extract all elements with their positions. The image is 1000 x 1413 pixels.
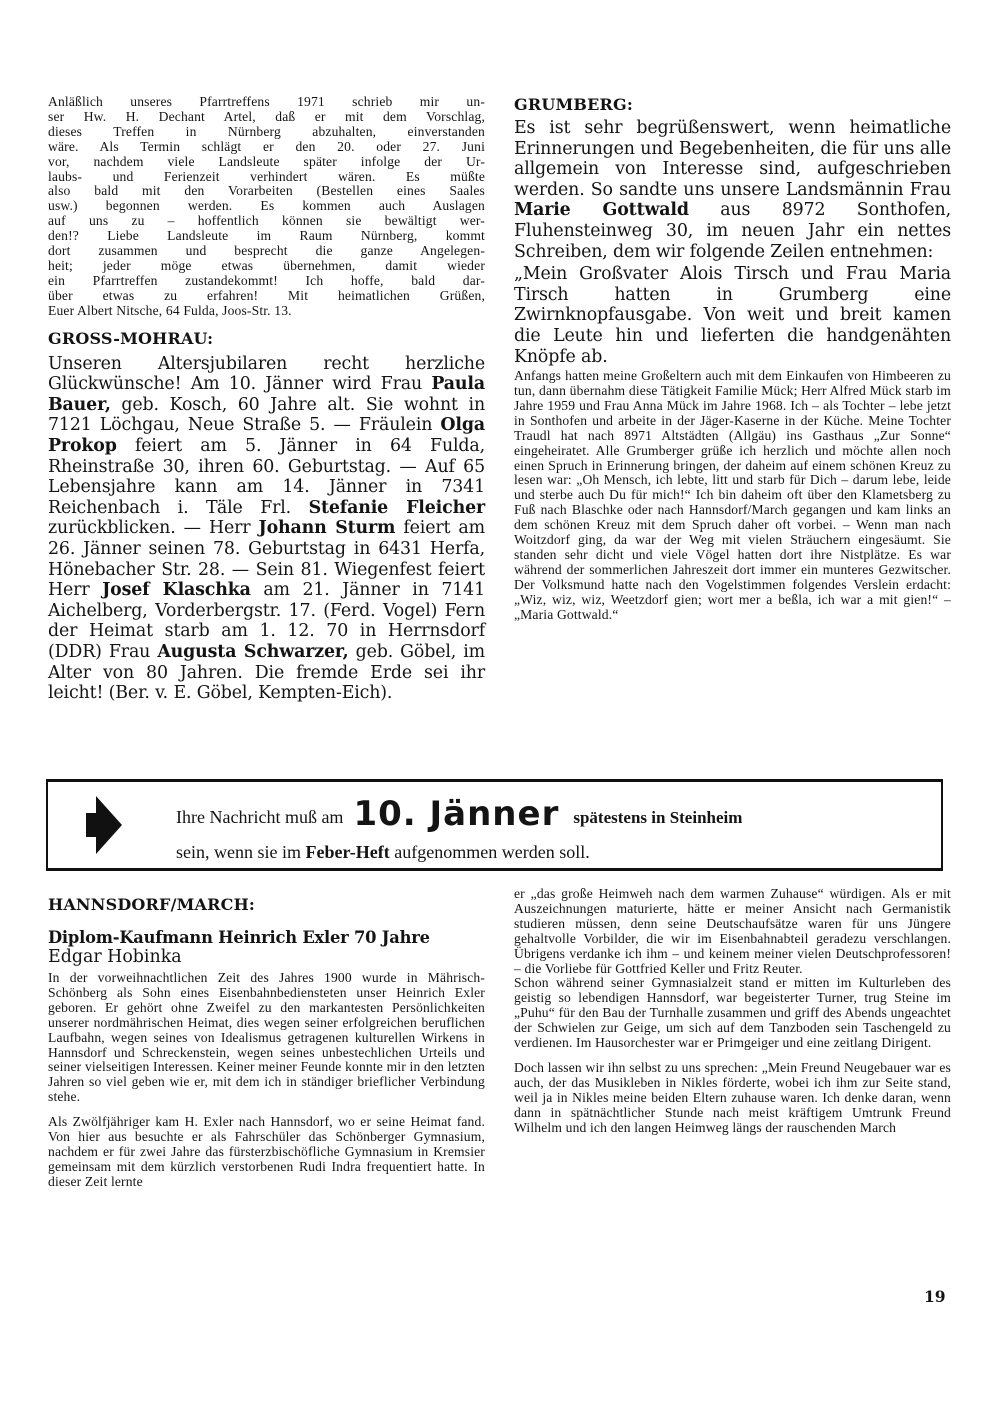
text-line: ser Hw. H. Dechant Artel, daß er mit dem Vorschlag, xyxy=(48,108,485,124)
article-title: Diplom-Kaufmann Heinrich Exler 70 Jahre xyxy=(48,928,430,947)
deadline-issue-name: Feber-Heft xyxy=(305,842,390,862)
section-heading-hannsdorf: HANNSDORF/MARCH: xyxy=(48,895,256,914)
grumberg-quote-small: Anfangs hatten meine Großeltern auch mit dem Einkaufen von Himbeeren zu tun, dann übernahm diese Tätigkeit Familie Mück; Herr Alfred Mück starb im Jahre 1959 und Frau Anna Mück im Jahre 1968. Ich – als Tochter – lebe jetzt in Sonthofen und arbeite in der Jäger-Kaserne in der Küche. Meine Tochter Traudl hat nach 8971 Altstädten (Allgäu) ins Gasthaus „Zur Sonne“ eingeheiratet. Alle Grumberger grüße ich herzlich und möchte allen noch einen Spruch in Erinnerung bringen, der daheim auf einem schönen Kreuz zu lesen war: „Oh Mensch, ich lebte, litt und starb für Dich – darum lebe, leide und sterbe auch Du für mich!“ Ich bin daheim oft über den Klametsberg zu Fuß nach Blaschke oder nach Hannsdorf/March gegangen und kam links an dem schönen Kreuz mit dem Spruch daher oft vorbei. – Wenn man nach Woitzdorf ging, da war der Weg mit vielen Sträuchern eingesäumt. Sie standen sehr dicht und viele Vögel hatten dort ihre Nistplätze. Es war während der sommerlichen Jahreszeit dort immer ein munteres Gezwitscher. Der Volksmund hatte nach den Vogelstimmen folgendes Verslein erdacht: „Wiz, wiz, wiz, Weetzdorf gien; wort mer a beßla, ich war a mit gien!“ – „Maria Gottwald.“ xyxy=(514,368,951,622)
deadline-line-2 xyxy=(176,842,590,863)
text-line: vor, nachdem viele Landsleute später infolge der Ur- xyxy=(48,153,485,169)
person-name: Paula Bauer, xyxy=(48,374,485,415)
deadline-notice-banner xyxy=(46,779,943,871)
column-right-bottom xyxy=(514,887,951,1136)
text-line: heit; jeder möge etwas übernehmen, damit wieder xyxy=(48,257,485,273)
text-line: auf uns zu – hoffentlich können sie bewältigt wer- xyxy=(48,213,485,229)
article-author: Edgar Hobinka xyxy=(48,947,182,967)
grumberg-quote-large: „Mein Großvater Alois Tirsch und Frau Maria Tirsch hatten in Grumberg eine Zwirnknopfausgabe. Von weit und breit kamen die Leute hin und lieferten die handgenähten Knöpfe ab. xyxy=(514,264,951,367)
text-line: usw.) begonnen werden. Es kommen auch Auslagen xyxy=(48,198,485,214)
column-left-top xyxy=(48,95,485,704)
text-line: dieses Treffen in Nürnberg abzuhalten, einverstanden xyxy=(48,123,485,139)
exler-paragraph-1: In der vorweihnachtlichen Zeit des Jahres 1900 wurde in Mährisch-Schönberg als Sohn eines Eisenbahnbediensteten unser Heinrich Exler geboren. Er gehört ohne Zweifel zu den markantesten Persönlichkeiten unserer nordmährischen Heimat, dies wegen seiner erfolgreichen beruflichen Laufbahn, wegen seines von Idealismus getragenen kulturellen Wirkens in Hannsdorf und Schreckenstein, wegen seines unbestechlichen Urteils und seiner vielseitigen Interessen. Keiner meiner Feunde konnte mir in den letzten Jahren so viel geben wie er, mit dem ich in ständiger brieflicher Verbindung stehe. xyxy=(48,970,485,1105)
deadline-line2-suffix: aufgenommen werden soll. xyxy=(394,842,590,862)
person-name: Johann Sturm xyxy=(258,518,396,539)
exler-paragraph-4: Schon während seiner Gymnasialzeit stand er mitten im Kulturleben des geistig so lebendigen Hannsdorf, war begeisterter Turner, trug Steine im „Puhu“ für den Bau der Turnhalle zusammen und griff des Abends ungeachtet der Schwielen zur Geige, um sich auf dem Tanzboden sein Taschengeld zu verdienen. Im Hausorchester war er Primgeiger und eine zeitlang Dirigent. xyxy=(514,975,951,1051)
nuernberg-meeting-paragraph xyxy=(48,95,485,319)
section-heading-grumberg: GRUMBERG: xyxy=(514,95,634,114)
deadline-prefix: Ihre Nachricht muß am xyxy=(176,807,344,827)
column-left-bottom xyxy=(48,895,485,1190)
text-line: laubs- und Ferienzeit verhindert wären. Es müßte xyxy=(48,168,485,184)
exler-paragraph-3: er „das große Heimweh nach dem warmen Zuhause“ würdigen. Als er mit Auszeichnungen maturierte, hätte er meiner Ansicht nach Germanistik studieren müssen, denn seine Deutschaufsätze waren für uns Jüngere gehaltvolle Vorbilder, die wir im Eisenbahnabteil geradezu verschlangen. Übrigens verdanke ich ihm – und keinem meiner vielen Deutschprofessoren! – die Vorliebe für Gottfried Keller und Fritz Reuter. xyxy=(514,886,951,976)
deadline-line2-prefix: sein, wenn sie im xyxy=(176,842,301,862)
column-right-top xyxy=(514,95,951,623)
person-name: Augusta Schwarzer, xyxy=(157,641,349,662)
deadline-date: 10. Jänner xyxy=(353,794,560,834)
grumberg-intro-paragraph: Es ist sehr begrüßenswert, wenn heimatliche Erinnerungen und Begebenheiten, die für uns alle allgemein von Interesse sind, aufgeschrieben werden. So sandte uns unsere Landsmännin Frau Marie Gottwald aus 8972 Sonthofen, Fluhensteinweg 30, im neuen Jahr ein nettes Schreiben, dem wir folgende Zeilen entnehmen: xyxy=(514,118,951,262)
exler-paragraph-2: Als Zwölfjähriger kam H. Exler nach Hannsdorf, wo er seine Heimat fand. Von hier aus besuchte er als Fahrschüler das Schönberger Gymnasium, nachdem er für zwei Jahre das fürsterzbischöfliche Gymnasium in Kremsier gemeinsam mit dem kürzlich verstorbenen Rudi Indra frequentiert hatte. In dieser Zeit lernte xyxy=(48,1114,485,1189)
text-line: ein Pfarrtreffen zustandekommt! Ich hoffe, bald dar- xyxy=(48,272,485,288)
person-name: Marie Gottwald xyxy=(514,200,689,221)
text-line: Anläßlich unseres Pfarrtreffens 1971 schrieb mir un- xyxy=(48,94,485,109)
gross-mohrau-paragraph: Unseren Altersjubilaren recht herzliche Glückwünsche! Am 10. Jänner wird Frau Paula Bauer, geb. Kosch, 60 Jahre alt. Sie wohnt in 7121 Löchgau, Neue Straße 5. — Fräulein Olga Prokop feiert am 5. Jänner in 64 Fulda, Rheinstraße 30, ihren 60. Geburtstag. — Auf 65 Lebensjahre kann am 14. Jänner in 7341 Reichenbach i. Täle Frl. Stefanie Fleicher zurückblicken. — Herr Johann Sturm feiert am 26. Jänner seinen 78. Geburtstag in 6431 Herfa, Hönebacher Str. 28. — Sein 81. Wiegenfest feiert Herr Josef Klaschka am 21. Jänner in 7141 Aichelberg, Vorderbergstr. 17. (Ferd. Vogel) Fern der Heimat starb am 1. 12. 70 in Herrnsdorf (DDR) Frau Augusta Schwarzer, geb. Göbel, im Alter von 80 Jahren. Die fremde Erde sei ihr leicht! (Ber. v. E. Göbel, Kempten-Eich). xyxy=(48,353,485,704)
arrow-right-icon xyxy=(86,796,122,854)
person-name: Josef Klaschka xyxy=(102,580,251,601)
person-name: Olga Prokop xyxy=(48,415,485,456)
text-line: über etwas zu erfahren! Mit heimatlichen Grüßen, xyxy=(48,287,485,303)
text-line: den!? Liebe Landsleute im Raum Nürnberg, kommt xyxy=(48,228,485,244)
deadline-line-1 xyxy=(176,794,742,834)
deadline-suffix: spätestens in Steinheim xyxy=(573,808,743,827)
section-heading-gross-mohrau: GROSS-MOHRAU: xyxy=(48,328,214,348)
text-line: dort zusammen und besprecht die ganze Angelegen- xyxy=(48,243,485,259)
text-line: wäre. Als Termin schlägt er den 20. oder 27. Juni xyxy=(48,138,485,154)
page-number: 19 xyxy=(924,1287,946,1306)
exler-paragraph-5: Doch lassen wir ihn selbst zu uns sprechen: „Mein Freund Neugebauer war es auch, der das Musikleben in Nikles förderte, wobei ich ihm zur Seite stand, weil ja in Nikles meine beiden Eltern zuhause waren. Ich denke daran, wenn dann in spätnächtlicher Stunde nach meist kräftigem Umtrunk Freund Wilhelm und ich den langen Heimweg längs der rauschenden March xyxy=(514,1059,951,1135)
text-line: Euer Albert Nitsche, 64 Fulda, Joos-Str. 13. xyxy=(48,302,292,318)
person-name: Stefanie Fleicher xyxy=(308,497,485,518)
text-line: also bald mit den Vorarbeiten (Bestellen eines Saales xyxy=(48,183,485,199)
